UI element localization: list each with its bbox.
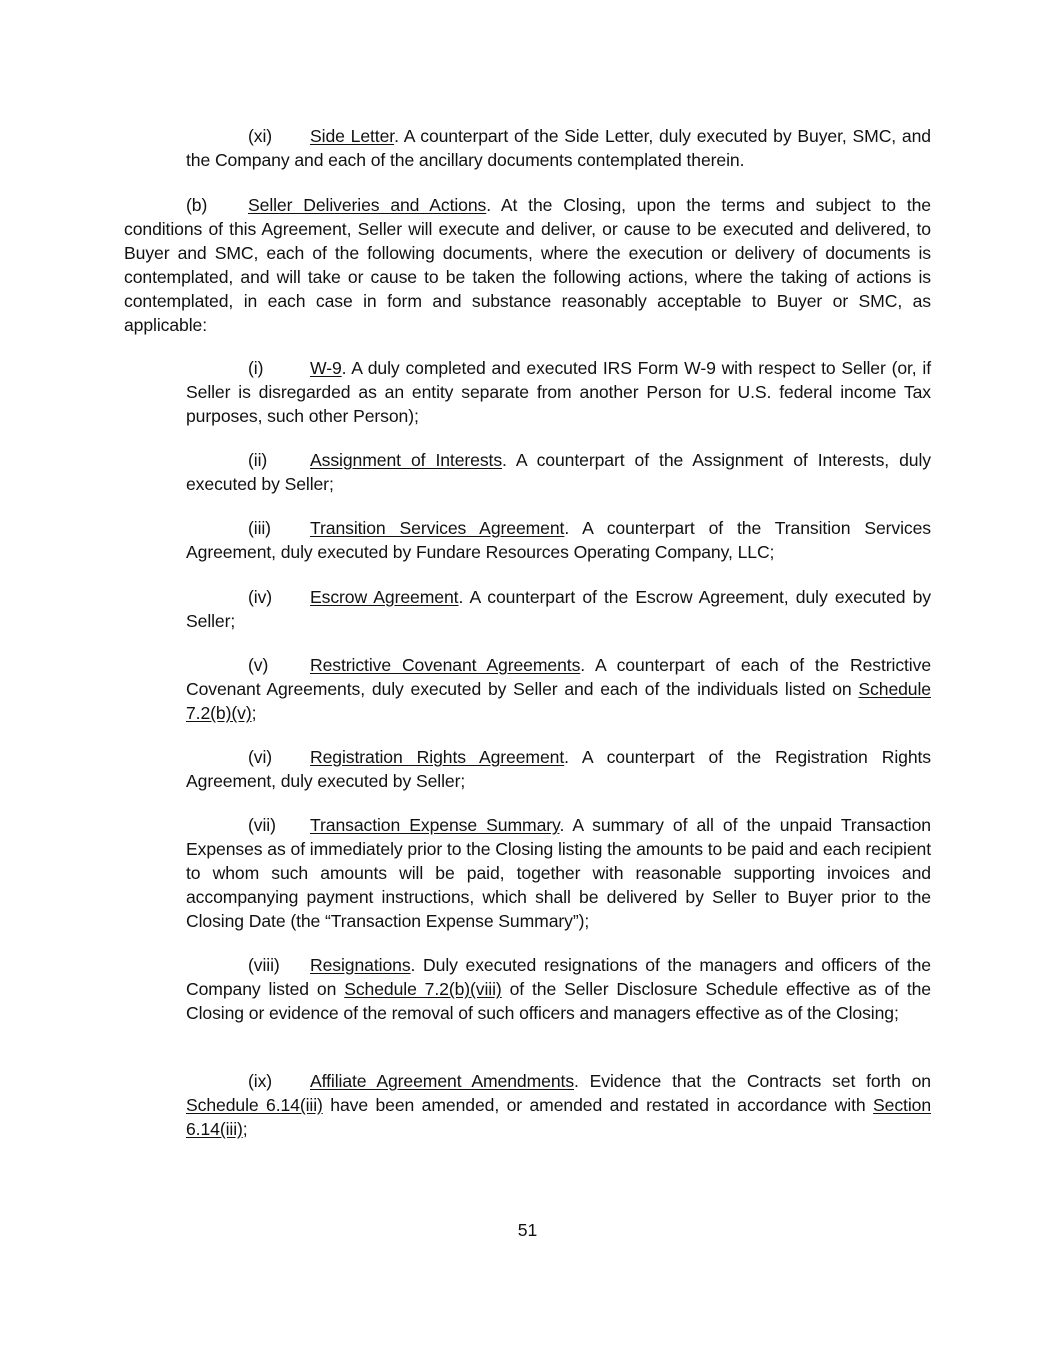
paragraph-body: . Duly executed resignations of the managers and officers of the Company listed on [186,955,931,999]
paragraph-heading: Transition Services Agreement [310,518,565,538]
paragraph-number: (vi) [248,747,273,767]
paragraph-number: (ix) [248,1071,273,1091]
paragraph-ix [186,1069,931,1141]
paragraph-heading: Registration Rights Agreement [310,747,565,767]
paragraph-tail: ; [242,1119,248,1139]
paragraph-i [186,356,931,428]
paragraph-heading: Seller Deliveries and Actions [248,195,487,215]
paragraph-body: . A counterpart of the Escrow Agreement, duly executed by Seller; [186,587,931,631]
paragraph-heading: Resignations [310,955,411,975]
paragraph-body: . A counterpart of the Side Letter, duly executed by Buyer, SMC, and the Company and each of the ancillary documents contemplated therein. [186,126,931,170]
paragraph-mid: have been amended, or amended and restated in accordance with [322,1095,874,1115]
paragraph-vi [186,745,931,793]
schedule-reference: Schedule 6.14(iii) [186,1095,323,1115]
paragraph-iii [186,516,931,564]
paragraph-body: . A duly completed and executed IRS Form W-9 with respect to Seller (or, if Seller is disregarded as an entity separate from another Person for U.S. federal income Tax purposes, such other Person); [186,358,931,426]
paragraph-heading: Escrow Agreement [310,587,459,607]
paragraph-tail: of the Seller Disclosure Schedule effective as of the Closing or evidence of the removal of such officers and managers effective as of the Closing; [186,979,931,1023]
paragraph-v [186,653,931,725]
page-number: 51 [517,1220,538,1240]
paragraph-heading: W-9 [310,358,342,378]
paragraph-body: . Evidence that the Contracts set forth on [574,1071,931,1091]
paragraph-number: (v) [248,655,269,675]
paragraph-xi [186,124,931,172]
paragraph-number: (iv) [248,587,273,607]
paragraph-body: . A counterpart of the Assignment of Interests, duly executed by Seller; [186,450,931,494]
paragraph-body: . A counterpart of the Registration Rights Agreement, duly executed by Seller; [186,747,931,791]
section-reference: Section 6.14(iii) [186,1095,932,1139]
paragraph-heading: Restrictive Covenant Agreements [310,655,581,675]
schedule-reference: Schedule 7.2(b)(viii) [344,979,502,999]
paragraph-number: (iii) [248,518,271,538]
paragraph-tail: ; [251,703,257,723]
paragraph-body: . At the Closing, upon the terms and subject to the conditions of this Agreement, Seller will execute and deliver, or cause to be executed and delivered, to Buyer and SMC, each of the following documents, where the execution or delivery of documents is contemplated, and will take or cause to be taken the following actions, where the taking of actions is contemplated, in each case in form and substance reasonably acceptable to Buyer or SMC, as applicable: [124,195,931,335]
paragraph-heading: Side Letter [310,126,395,146]
paragraph-body: . A counterpart of the Transition Services Agreement, duly executed by Fundare Resources Operating Company, LLC; [186,518,931,562]
paragraph-body: . A counterpart of each of the Restrictive Covenant Agreements, duly executed by Seller and each of the individuals listed on [186,655,932,699]
paragraph-heading: Assignment of Interests [310,450,503,470]
paragraph-number: (i) [248,358,264,378]
paragraph-ii [186,448,931,496]
paragraph-vii [186,813,931,933]
paragraph-heading: Affiliate Agreement Amendments [310,1071,575,1091]
paragraph-viii [186,953,931,1025]
paragraph-number: (xi) [248,126,273,146]
paragraph-iv [186,585,931,633]
paragraph-b [124,193,931,337]
paragraph-number: (ii) [248,450,268,470]
paragraph-number: (b) [186,195,208,215]
paragraph-number: (viii) [248,955,280,975]
schedule-reference: Schedule 7.2(b)(v) [186,679,931,723]
paragraph-heading: Transaction Expense Summary [310,815,560,835]
paragraph-body: . A summary of all of the unpaid Transaction Expenses as of immediately prior to the Closing listing the amounts to be paid and each recipient to whom such amounts will be paid, together with reasonable supporting invoices and accompanying payment instructions, which shall be delivered by Seller to Buyer prior to the Closing Date (the “Transaction Expense Summary”); [186,815,931,931]
paragraph-number: (vii) [248,815,276,835]
